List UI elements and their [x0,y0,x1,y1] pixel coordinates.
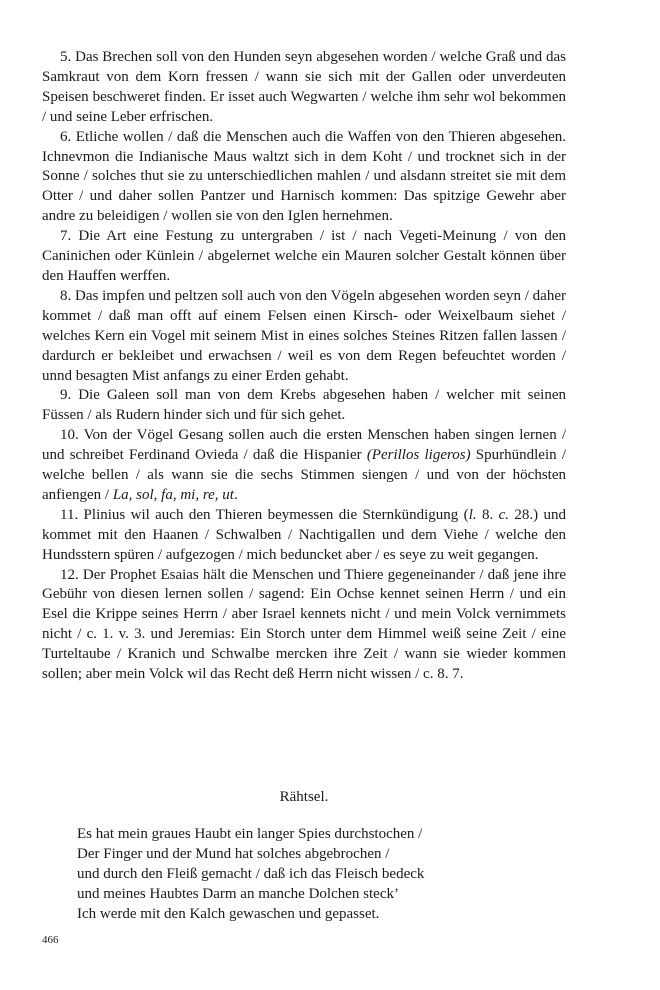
riddle-line: und durch den Fleiß gemacht / daß ich das Fleisch bedeck [77,866,425,882]
riddle-verse [77,824,557,924]
paragraph-5: 5. Das Brechen soll von den Hunden seyn abgesehen worden / welche Graß und das Samkraut von dem Korn fressen / wann sie sich mit der Gallen oder unverdeuten Speisen beschweret finden. Er isset auch Wegwarten / welche ihm sehr wol bekommen / und seine Leber erfrischen. [42,49,566,125]
riddle-line: Der Finger und der Mund hat solches abgebrochen / [77,846,390,862]
riddle-line: Ich werde mit den Kalch gewaschen und gepasset. [77,906,380,922]
italic-term: (Perillos ligeros) [366,447,471,464]
riddle-line: und meines Haubtes Darm an manche Dolchen steck’ [77,886,399,902]
italic-abbrev-l: l. [468,506,477,523]
paragraph-12: 12. Der Prophet Esaias hält die Menschen und Thiere gegeneinander / daß jene ihre Gebühr von diesen lernen sollen / sagend: Ein Ochse kennet seinen Herrn / und ein Esel die Krippe seines Herrn / aber Israel kennets nicht / und mein Volck vernimmets nicht / c. 1. v. 3. und Jeremias: Ein Storch unter dem Himmel weiß seine Zeit / eine Turteltaube / Kranich und Schwalbe mercken ihre Zeit / wann sie wieder kommen sollen; aber mein Volck wil das Recht deß Herrn nicht wissen / c. 8. 7. [42,566,566,683]
italic-abbrev-c: c. [498,506,510,523]
body-text [42,48,566,685]
riddle-heading: Rähtsel. [279,789,329,805]
paragraph-11: 11. Plinius wil auch den Thieren beymessen die Sternkündigung (l. 8. c. 28.) und kommet mit den Haanen / Schwalben / Nachtigallen und dem Viehe / welche den Hundsstern spüren / aufgezogen / mich beduncket aber / es seye zu weit gegangen. [42,506,567,563]
paragraph-10: 10. Von der Vögel Gesang sollen auch die ersten Menschen haben singen lernen / und schreibet Ferdinand Ovieda / daß die Hispanier (Perillos ligeros) Spurhündlein / welche bellen / als wann sie die sechs Stimmen siengen / und von der höchsten anfiengen / La, sol, fa, mi, re, ut. [42,427,566,503]
paragraph-8: 8. Das impfen und peltzen soll auch von den Vögeln abgesehen worden seyn / daher kommet / daß man offt auf einem Felsen einen Kirsch- oder Weixelbaum siehet / welches Kern ein Vogel mit seinem Mist in eines solches Steines Ritzen fallen lassen / dardurch er bekleibet und erwachsen / weil es von dem Regen befeuchtet worden / unnd besagten Mist anfangs zu einer Erden gehabt. [42,287,566,384]
paragraph-7: 7. Die Art eine Festung zu untergraben / ist / nach Vegeti-Meinung / von den Caninichen oder Künlein / abgelernet welche ein Mauren solcher Gestalt können über den Hauffen werffen. [42,228,566,284]
riddle-line: Es hat mein graues Haubt ein langer Spies durchstochen / [77,826,423,842]
italic-solmization: La, sol, fa, mi, re, ut [112,486,234,503]
page-number: 466 [42,934,59,946]
paragraph-6: 6. Etliche wollen / daß die Menschen auch die Waffen von den Thieren abgesehen. Ichnevmon die Indianische Maus waltzt sich in dem Koht / und trocknet sich in der Sonne / solches thut sie zu unterschiedlichen mahlen / und alsdann streitet sie mit dem Otter / und daher sollen Pantzer und Harnisch kommen: Das spitzige Gewehr aber andre zu beleidigen / wollen sie von den Iglen hernehmen. [42,128,566,225]
paragraph-9: 9. Die Galeen soll man von dem Krebs abgesehen haben / welcher mit seinen Füssen / als Rudern hinder sich und für sich gehet. [42,387,566,424]
